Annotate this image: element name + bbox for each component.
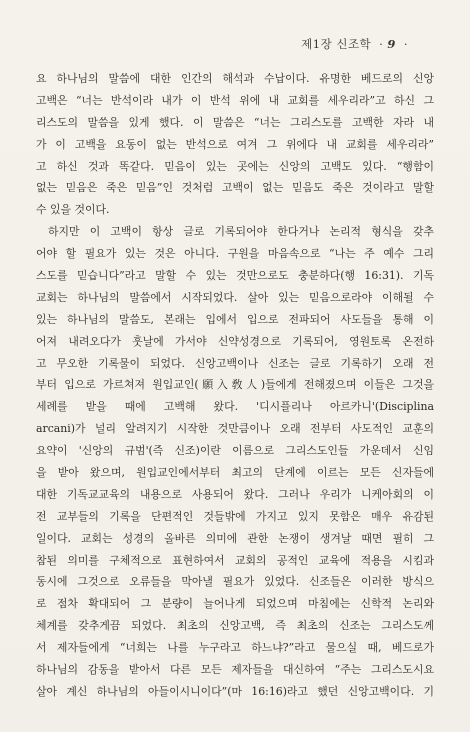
chapter-title: 제1장 신조학: [301, 37, 372, 51]
text-line: 살아 계신 하나님의 아들이시니이다”(마 16:16)라고 했던 신앙고백이다. 기: [36, 684, 434, 698]
text-line: 요 하나님의 말씀에 대한 인간의 해석과 수납이다. 유명한 베드로의 신앙: [36, 72, 434, 85]
text-line: 없는 믿음은 죽은 믿음”인 것처럼 고백이 없는 믿음도 죽은 것이라고 말할: [36, 181, 434, 195]
text-line: 대한 기독교교육의 내용으로 사용되어 왔다. 그러나 우리가 니케아회의 이: [36, 487, 434, 501]
text-line: 가 이 고백을 요동이 없는 반석으로 여겨 그 위에다 내 교회를 세우리라”: [36, 137, 434, 151]
text-line: 어야 할 필요가 있는 것은 아니다. 구원을 마음속으로 “나는 주 예수 그리: [36, 247, 434, 261]
text-line: 세례를 받을 때에 고백해 왔다. '디시플리나 아르카니'(Disciplina: [36, 400, 434, 414]
text-line: 고백은 “너는 반석이라 내가 이 반석 위에 내 교회를 세우리라”고 하신 그: [36, 93, 434, 107]
header-separator-trailing: ·: [403, 37, 408, 51]
text-line: 고 하신 것과 똑같다. 믿음이 있는 곳에는 신앙의 고백도 있다. “행함이: [36, 159, 434, 173]
text-line: 체계를 갖추게끔 되었다. 최초의 신앙고백, 즉 최초의 신조는 그리스도께: [36, 619, 434, 633]
text-line: 부터 입으로 가르쳐져 원입교인(願入敎人)들에게 전해졌으며 이들은 그것을: [36, 378, 434, 392]
text-line: 하나님의 감동을 받아서 다른 모든 제자들을 대신하여 “주는 그리스도시요: [36, 663, 434, 677]
text-line: 어져 내려오다가 훗날에 가서야 신약성경으로 기록되어, 영원토록 온전하: [36, 334, 434, 348]
text-line: 요약이 '신앙의 규범'(즉 신조)이란 이름으로 그리스도인들 가운데서 신임: [36, 444, 434, 458]
header-separator: ·: [379, 37, 384, 51]
text-line: 리스도의 말씀을 있게 했다. 이 말씀은 “너는 그리스도를 고백한 자라 내: [36, 115, 434, 129]
text-line: 참된 의미를 구체적으로 표현하여서 교회의 공적인 교육에 적용을 시킴과: [36, 553, 434, 567]
text-line: 교회는 하나님의 말씀에서 시작되었다. 살아 있는 믿음으로라야 이해될 수: [36, 290, 434, 304]
text-line: 을 받아 왔으며, 원입교인에서부터 최고의 단계에 이르는 모든 신자들에: [36, 466, 434, 480]
text-line: 전 교부들의 기록을 단편적인 것들밖에 가지고 있지 못함은 매우 유감된: [36, 509, 434, 523]
text-line: 로 점차 확대되어 그 분량이 늘어나게 되었으며 마침에는 신학적 논리와: [36, 597, 434, 611]
page-number: 9: [387, 37, 396, 51]
text-line: 동시에 그것으로 오류들을 막아낼 필요가 있었다. 신조들은 이러한 방식으: [36, 575, 434, 589]
text-line: 수 있을 것이다.: [36, 203, 110, 217]
text-line: 서 제자들에게 “너희는 나를 누구라고 하느냐?”라고 물으실 때, 베드로가: [36, 641, 434, 655]
running-header: [301, 36, 412, 52]
body-text: [36, 68, 434, 703]
text-line: arcani)가 널리 알려지기 시작한 것만큼이나 오래 전부터 사도적인 교훈의: [36, 422, 434, 436]
text-line: 하지만 이 고백이 항상 글로 기록되어야 한다거나 논리적 형식을 갖추: [48, 225, 434, 239]
text-line: 고 무오한 기록물이 되었다. 신앙고백이나 신조는 글로 기록하기 오래 전: [36, 356, 434, 370]
text-line: 일이다. 교회는 성경의 올바른 의미에 관한 논쟁이 생겨날 때면 필히 그: [36, 531, 434, 545]
text-line: 있는 하나님의 말씀도, 본래는 입에서 입으로 전파되어 사도들을 통해 이: [36, 312, 434, 326]
text-line: 스도를 믿습니다”라고 말할 수 있는 것만으로도 충분하다(행 16:31). 기독: [36, 269, 434, 283]
